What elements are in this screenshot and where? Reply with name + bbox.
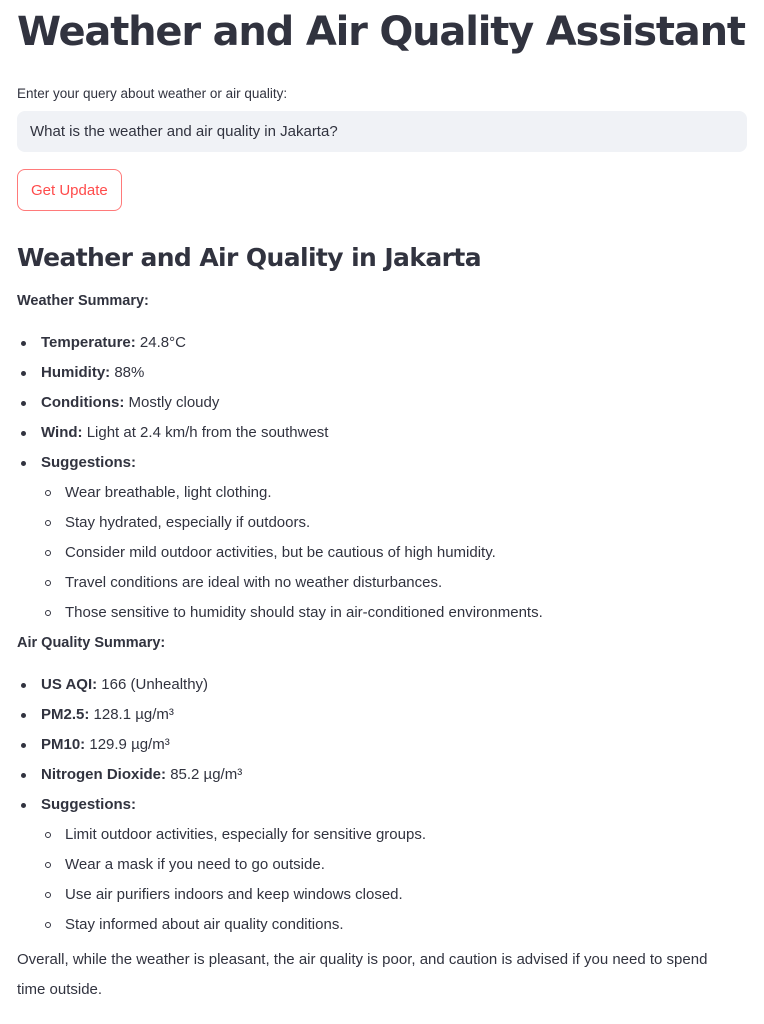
list-item: Consider mild outdoor activities, but be cautious of high humidity. bbox=[41, 543, 747, 563]
item-label: Nitrogen Dioxide: bbox=[41, 766, 167, 783]
item-label: Humidity: bbox=[41, 364, 111, 381]
weather-suggestion-list bbox=[41, 483, 747, 623]
query-input[interactable] bbox=[17, 111, 747, 152]
get-update-button[interactable]: Get Update bbox=[17, 169, 122, 211]
overall-summary: Overall, while the weather is pleasant, the air quality is poor, and caution is advised if you need to spend time outside. bbox=[17, 951, 708, 998]
list-item: Wear breathable, light clothing. bbox=[41, 483, 747, 503]
air-item-aqi bbox=[17, 675, 747, 695]
list-item: Limit outdoor activities, especially for sensitive groups. bbox=[41, 825, 747, 845]
air-item-pm10 bbox=[17, 735, 747, 755]
list-item: Travel conditions are ideal with no weather disturbances. bbox=[41, 573, 747, 593]
air-quality-list bbox=[17, 675, 747, 935]
page-title: Weather and Air Quality Assistant bbox=[17, 9, 745, 55]
item-value: Mostly cloudy bbox=[128, 394, 220, 411]
list-item: Those sensitive to humidity should stay in air-conditioned environments. bbox=[41, 603, 747, 623]
air-suggestions bbox=[17, 795, 747, 935]
item-label: US AQI: bbox=[41, 676, 98, 693]
list-item: Use air purifiers indoors and keep windows closed. bbox=[41, 885, 747, 905]
item-value: Light at 2.4 km/h from the southwest bbox=[86, 424, 329, 441]
item-label: Conditions: bbox=[41, 394, 125, 411]
item-label: Temperature: bbox=[41, 334, 136, 351]
weather-summary-title: Weather Summary: bbox=[17, 293, 149, 309]
item-value: 128.1 µg/m³ bbox=[93, 706, 174, 723]
list-item: Stay hydrated, especially if outdoors. bbox=[41, 513, 747, 533]
item-value: 88% bbox=[114, 364, 145, 381]
list-item: Wear a mask if you need to go outside. bbox=[41, 855, 747, 875]
item-label: PM10: bbox=[41, 736, 86, 753]
weather-item-temperature bbox=[17, 333, 747, 353]
item-value: 166 (Unhealthy) bbox=[101, 676, 209, 693]
item-value: 85.2 µg/m³ bbox=[170, 766, 243, 783]
weather-list bbox=[17, 333, 747, 623]
suggestions-label: Suggestions: bbox=[41, 454, 137, 471]
air-suggestion-list bbox=[41, 825, 747, 935]
weather-item-conditions bbox=[17, 393, 747, 413]
result-heading: Weather and Air Quality in Jakarta bbox=[17, 243, 481, 272]
weather-item-humidity bbox=[17, 363, 747, 383]
item-label: PM2.5: bbox=[41, 706, 90, 723]
item-label: Wind: bbox=[41, 424, 83, 441]
air-item-pm25 bbox=[17, 705, 747, 725]
suggestions-label: Suggestions: bbox=[41, 796, 137, 813]
weather-item-wind bbox=[17, 423, 747, 443]
query-label: Enter your query about weather or air quality: bbox=[17, 86, 288, 101]
air-item-no2 bbox=[17, 765, 747, 785]
item-value: 24.8°C bbox=[139, 334, 186, 351]
weather-suggestions bbox=[17, 453, 747, 623]
air-quality-summary-title: Air Quality Summary: bbox=[17, 635, 166, 651]
list-item: Stay informed about air quality conditions. bbox=[41, 915, 747, 935]
item-value: 129.9 µg/m³ bbox=[89, 736, 170, 753]
